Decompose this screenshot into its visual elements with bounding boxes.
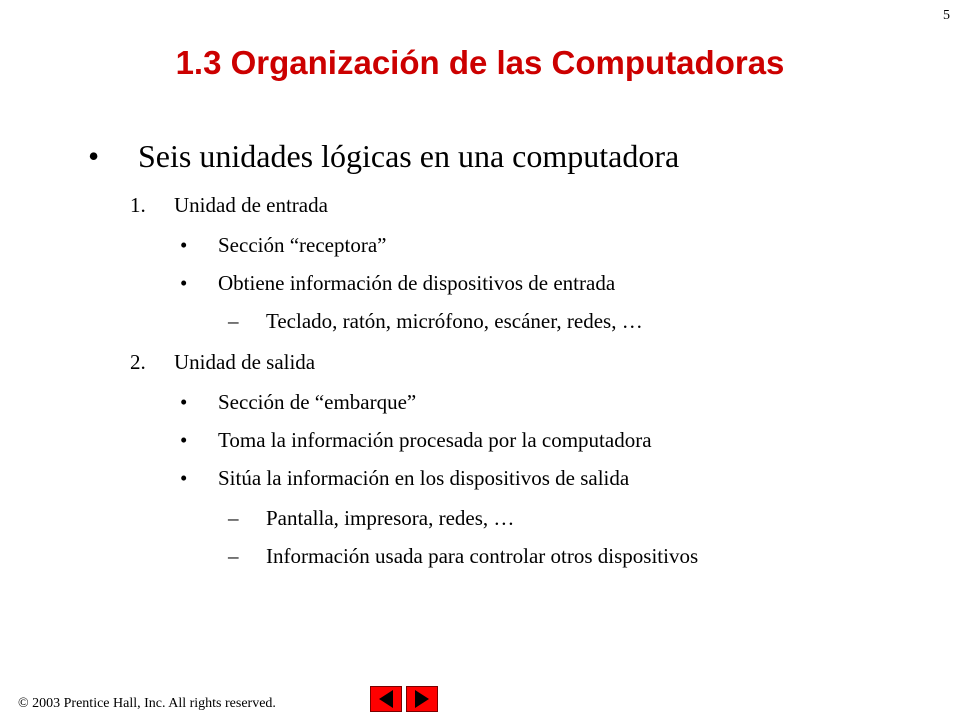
bullet-symbol: • [180,466,188,490]
bullet-symbol: • [180,233,188,257]
copyright-symbol: © [18,696,29,711]
unit-label: Unidad de salida [174,350,316,374]
bullet-symbol: • [180,390,188,414]
list-item: Toma la información procesada por la computadora [218,428,652,452]
copyright-footer [18,696,276,712]
copyright-text: 2003 Prentice Hall, Inc. All rights reserved. [32,696,276,711]
slide-title: 1.3 Organización de las Computadoras [175,44,785,81]
next-slide-button[interactable] [406,686,438,712]
dash-symbol: – [228,544,239,568]
list-item: Sitúa la información en los dispositivos de salida [218,466,630,490]
list-item: Sección “receptora” [218,233,387,257]
bullet-symbol: • [88,138,100,174]
unit-label: Unidad de entrada [174,193,328,217]
dash-symbol: – [228,309,239,333]
list-item: Teclado, ratón, micrófono, escáner, redes, … [266,309,643,333]
list-item: Obtiene información de dispositivos de entrada [218,271,616,295]
main-bullet-text: Seis unidades lógicas en una computadora [138,138,680,174]
bullet-symbol: • [180,271,188,295]
list-item: Pantalla, impresora, redes, … [266,506,515,530]
list-item: Información usada para controlar otros dispositivos [266,544,699,568]
dash-symbol: – [228,506,239,530]
unit-number: 2. [130,350,146,374]
triangle-left-icon [371,687,401,711]
page-number: 5 [943,8,950,23]
triangle-right-icon [407,687,437,711]
previous-slide-button[interactable] [370,686,402,712]
list-item: Sección de “embarque” [218,390,417,414]
unit-number: 1. [130,193,146,217]
bullet-symbol: • [180,428,188,452]
